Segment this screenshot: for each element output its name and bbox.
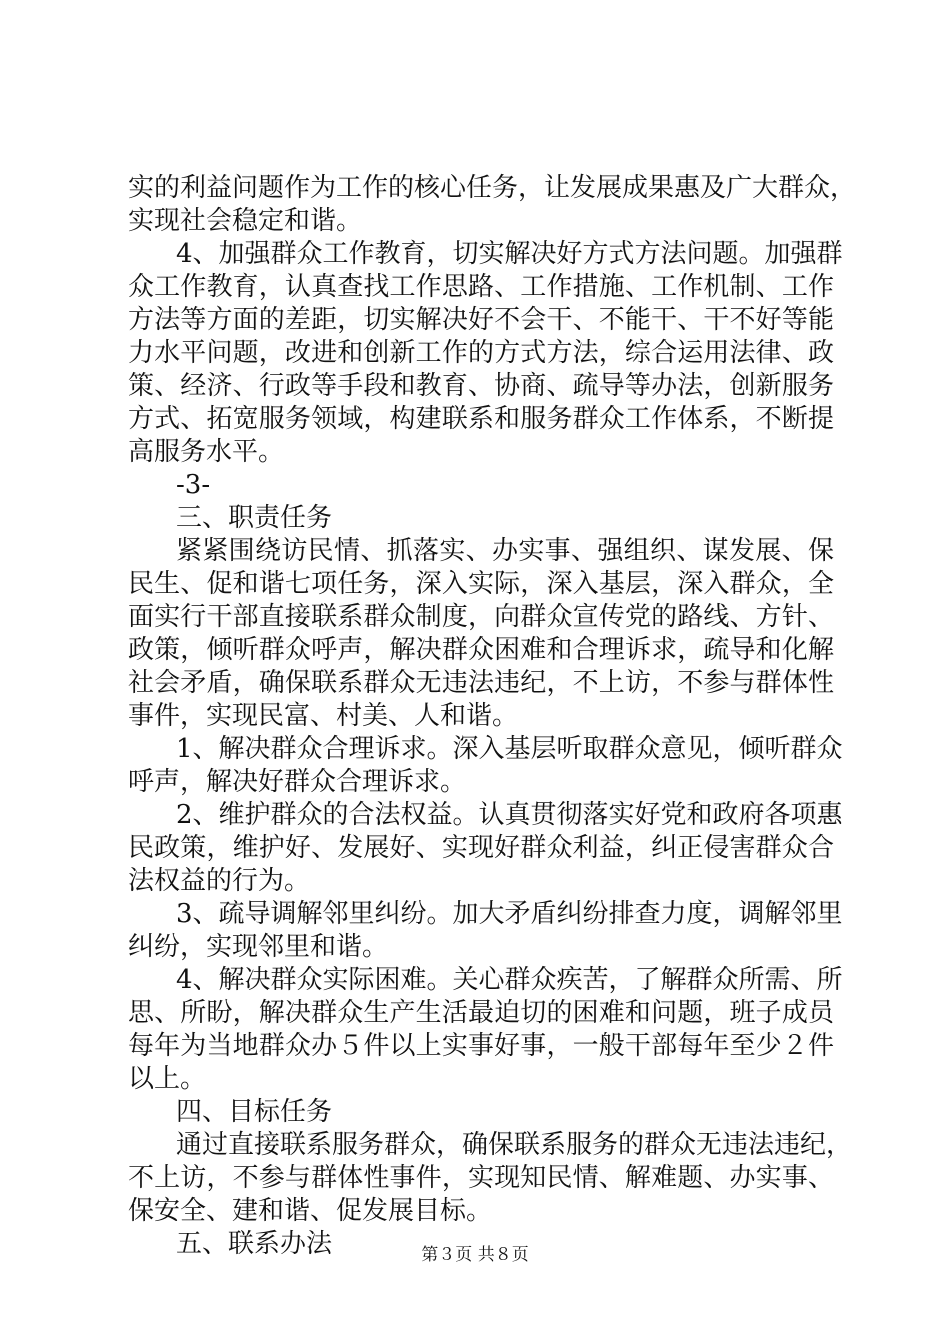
body-line: 力水平问题，改进和创新工作的方式方法，综合运用法律、政 (128, 338, 834, 368)
body-line: 保安全、建和谐、促发展目标。 (128, 1196, 493, 1226)
body-line: 民生、促和谐七项任务，深入实际，深入基层，深入群众，全 (128, 569, 834, 599)
body-line: 实现社会稳定和谐。 (128, 206, 363, 236)
document-body (128, 172, 857, 1261)
page-marker: -3- (176, 470, 211, 500)
body-line: 4、加强群众工作教育，切实解决好方式方法问题。加强群 (176, 239, 843, 269)
body-line: 纠纷，实现邻里和谐。 (128, 932, 389, 962)
body-line: 法权益的行为。 (128, 866, 311, 896)
body-line: 通过直接联系服务群众，确保联系服务的群众无违法违纪， (176, 1130, 853, 1160)
body-line: 政策，倾听群众呼声，解决群众困难和合理诉求，疏导和化解 (128, 635, 834, 665)
body-line: 每年为当地群众办５件以上实事好事，一般干部每年至少２件 (128, 1031, 834, 1061)
body-line: 不上访，不参与群体性事件，实现知民情、解难题、办实事、 (128, 1163, 834, 1193)
body-line: 面实行干部直接联系群众制度，向群众宣传党的路线、方针、 (128, 602, 834, 632)
body-line: 实的利益问题作为工作的核心任务，让发展成果惠及广大群众， (128, 173, 857, 203)
body-line: 呼声，解决好群众合理诉求。 (128, 767, 467, 797)
body-line: 方法等方面的差距，切实解决好不会干、不能干、干不好等能 (128, 305, 834, 335)
body-line: 高服务水平。 (128, 437, 285, 467)
body-line: 策、经济、行政等手段和教育、协商、疏导等办法，创新服务 (128, 371, 834, 401)
body-line: 2、维护群众的合法权益。认真贯彻落实好党和政府各项惠 (176, 800, 843, 830)
body-line: 以上。 (128, 1064, 207, 1094)
body-line: 社会矛盾，确保联系群众无违法违纪，不上访，不参与群体性 (128, 668, 834, 698)
body-line: 事件，实现民富、村美、人和谐。 (128, 701, 519, 731)
body-line: 紧紧围绕访民情、抓落实、办实事、强组织、谋发展、保 (176, 536, 834, 566)
body-line: 3、疏导调解邻里纠纷。加大矛盾纠纷排查力度，调解邻里 (176, 899, 843, 929)
body-line: 众工作教育，认真查找工作思路、工作措施、工作机制、工作 (128, 272, 834, 302)
section-heading: 四、目标任务 (176, 1097, 333, 1127)
section-heading: 五、联系办法 (176, 1229, 333, 1259)
body-line: 1、解决群众合理诉求。深入基层听取群众意见，倾听群众 (176, 734, 843, 764)
body-line: 思、所盼，解决群众生产生活最迫切的困难和问题，班子成员 (128, 998, 834, 1028)
body-line: 民政策，维护好、发展好、实现好群众利益，纠正侵害群众合 (128, 833, 834, 863)
body-line: 方式、拓宽服务领域，构建联系和服务群众工作体系，不断提 (128, 404, 834, 434)
page-number-label: 第３页 共８页 (421, 1245, 529, 1265)
section-heading: 三、职责任务 (176, 503, 333, 533)
body-line: 4、解决群众实际困难。关心群众疾苦，了解群众所需、所 (176, 965, 843, 995)
page-footer (0, 1243, 950, 1267)
